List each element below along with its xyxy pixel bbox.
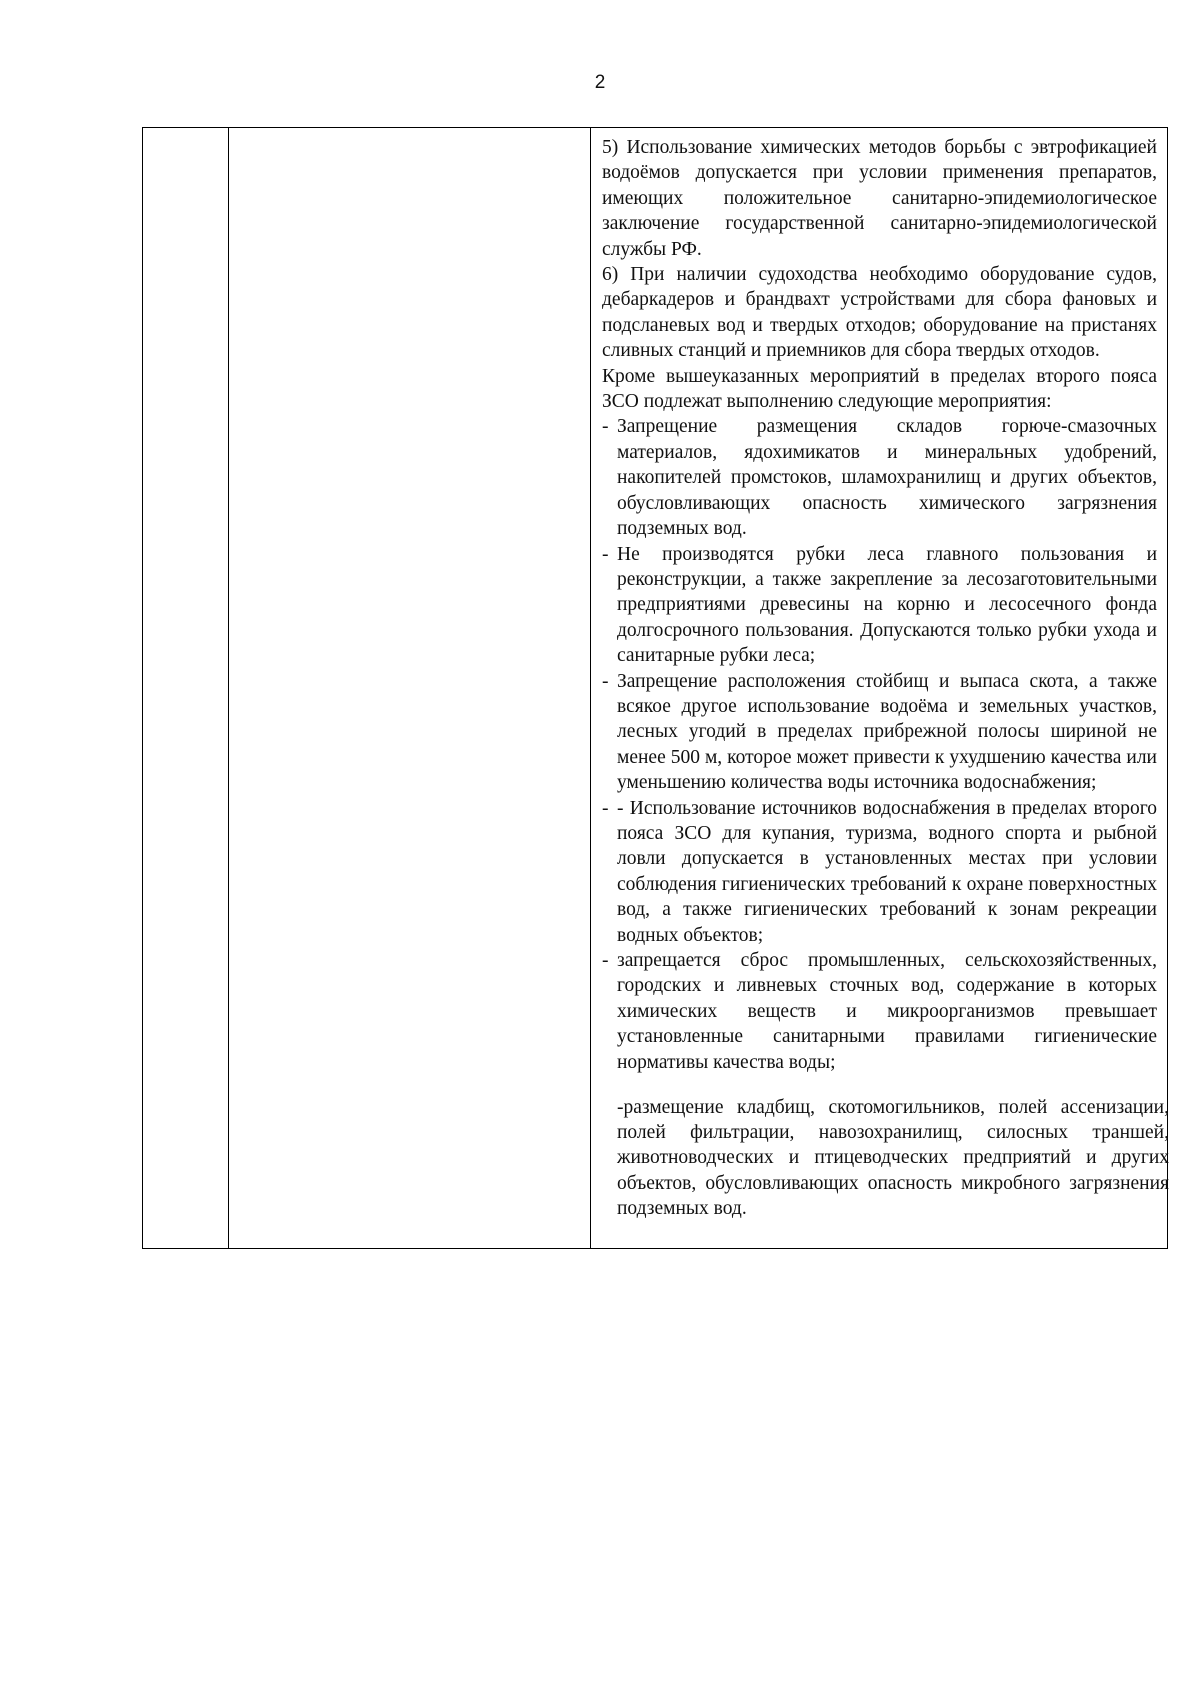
list-item <box>602 669 1157 796</box>
list-marker: - <box>602 797 609 819</box>
list-marker: - <box>602 670 609 692</box>
list-item-text: Запрещение расположения стойбищ и выпаса скота, а также всякое другое использование водоёма и земельных участков, лесных угодий в пределах прибрежной полосы шириной не менее 500 м, которое может привести к ухудшению качества или уменьшению количества воды источника водоснабжения; <box>617 670 1157 794</box>
list-marker: - <box>602 950 609 971</box>
list-item <box>602 948 1157 1075</box>
paragraph-chemical-methods: 5) Использование химических методов борьбы с эвтрофикацией водоёмов допускается при условии применения препаратов, имеющих положительное санитарно-эпидемиологическое заключение государственной санитарно-эпидемиологической службы РФ. <box>602 137 1157 260</box>
list-marker: - <box>602 416 609 438</box>
measures-content <box>591 128 1167 1248</box>
list-item-tail: -размещение кладбищ, скотомогильников, полей ассенизации, полей фильтрации, навозохранилищ, силосных траншей, животноводческих и птицеводческих предприятий и других объектов, обусловливающих опасность микробного загрязнения подземных вод. <box>617 1096 1169 1220</box>
list-item-text: Не производятся рубки леса главного пользования и реконструкции, а также закрепление за лесозаготовительными предприятиями древесины на корню и лесосечного фонда долгосрочного пользования. Допускаются только рубки ухода и санитарные рубки леса; <box>617 543 1157 667</box>
table-cell-measures <box>591 128 1168 1249</box>
list-item-text: - Использование источников водоснабжения в пределах второго пояса ЗСО для купания, туризма, водного спорта и рыбной ловли допускается в установленных местах при условии соблюдения гигиенических требований к охране поверхностных вод, а также гигиенических требований к зонам рекреации водных объектов; <box>617 797 1157 946</box>
paragraph-second-belt-intro: Кроме вышеуказанных мероприятий в пределах второго пояса ЗСО подлежат выполнению следующие мероприятия: <box>602 365 1157 413</box>
paragraph-shipping: 6) При наличии судоходства необходимо оборудование судов, дебаркадеров и брандвахт устройствами для сбора фановых и подсланевых вод и твердых отходов; оборудование на пристанях сливных станций и приемников для сбора твердых отходов. <box>602 264 1157 362</box>
list-item <box>602 796 1157 948</box>
list-item-text: Запрещение размещения складов горюче-смазочных материалов, ядохимикатов и минеральных удобрений, накопителей промстоков, шламохранилищ и других объектов, обусловливающих опасность химического загрязнения подземных вод. <box>617 416 1157 540</box>
page-number: 2 <box>594 72 606 93</box>
list-item <box>602 542 1157 669</box>
measures-table <box>142 127 1168 1249</box>
table-row <box>143 128 1168 1249</box>
table-cell-name <box>229 128 591 1249</box>
list-marker: - <box>602 543 609 565</box>
list-item <box>602 414 1157 541</box>
table-cell-number <box>143 128 229 1249</box>
list-item-text: запрещается сброс промышленных, сельскохозяйственных, городских и ливневых сточных вод, содержание в которых химических веществ и микроорганизмов превышает установленные санитарными правилами гигиенические нормативы качества воды; <box>617 950 1157 1073</box>
